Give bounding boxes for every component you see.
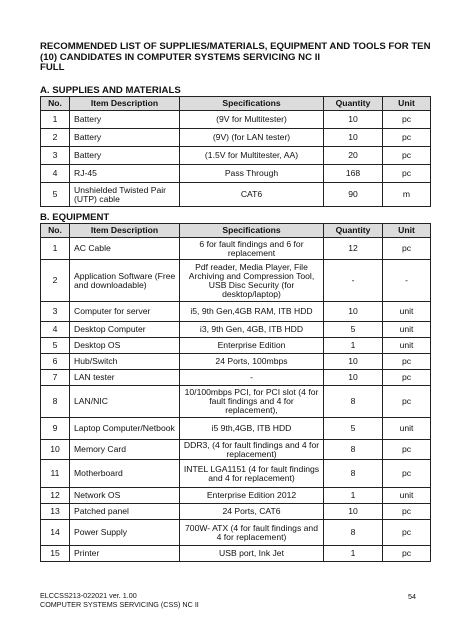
item-description: Laptop Computer/Netbook <box>70 418 180 440</box>
table-row <box>41 488 431 504</box>
item-unit: pc <box>383 165 431 183</box>
table-row <box>41 111 431 129</box>
item-number: 5 <box>41 183 70 207</box>
item-unit: pc <box>383 354 431 370</box>
item-unit: pc <box>383 520 431 546</box>
item-quantity: 10 <box>324 129 383 147</box>
item-number: 4 <box>41 322 70 338</box>
item-description: Computer for server <box>70 302 180 322</box>
table-row <box>41 129 431 147</box>
item-unit: pc <box>383 370 431 386</box>
table-row <box>41 370 431 386</box>
item-number: 1 <box>41 111 70 129</box>
item-description: Unshielded Twisted Pair (UTP) cable <box>70 183 180 207</box>
header-unit: Unit <box>383 224 431 238</box>
header-unit: Unit <box>383 97 431 111</box>
supplies-table <box>40 96 431 207</box>
item-description: Power Supply <box>70 520 180 546</box>
table-row <box>41 238 431 260</box>
item-specifications: 24 Ports, CAT6 <box>180 504 324 520</box>
item-unit: pc <box>383 546 431 562</box>
item-description: Application Software (Free and downloadable) <box>70 260 180 302</box>
item-specifications: i5 9th,4GB, ITB HDD <box>180 418 324 440</box>
item-specifications: (1.5V for Multitester, AA) <box>180 147 324 165</box>
item-specifications: i3, 9th Gen, 4GB, ITB HDD <box>180 322 324 338</box>
item-specifications: 6 for fault findings and 6 for replacement <box>180 238 324 260</box>
footer-code: ELCCSS213-022021 ver. 1.00 <box>40 591 137 600</box>
header-specifications: Specifications <box>180 97 324 111</box>
item-quantity: 10 <box>324 370 383 386</box>
item-specifications: DDR3, (4 for fault findings and 4 for replacement) <box>180 440 324 460</box>
table-row <box>41 354 431 370</box>
item-number: 6 <box>41 354 70 370</box>
table-header-row <box>41 224 431 238</box>
table-row <box>41 386 431 418</box>
item-number: 3 <box>41 147 70 165</box>
document-title: RECOMMENDED LIST OF SUPPLIES/MATERIALS, EQUIPMENT AND TOOLS FOR TEN (10) CANDIDATES IN COMPUTER SYSTEMS SERVICING NC II FULL <box>40 41 431 73</box>
item-unit: pc <box>383 386 431 418</box>
item-description: Memory Card <box>70 440 180 460</box>
item-specifications: INTEL LGA1151 (4 for fault findings and 4 for replacement) <box>180 460 324 488</box>
item-quantity: 8 <box>324 520 383 546</box>
item-description: LAN tester <box>70 370 180 386</box>
item-quantity: 20 <box>324 147 383 165</box>
footer-course: COMPUTER SYSTEMS SERVICING (CSS) NC II <box>40 600 199 609</box>
table-row <box>41 418 431 440</box>
section-a-heading: A. SUPPLIES AND MATERIALS <box>40 85 181 96</box>
item-unit: unit <box>383 488 431 504</box>
item-unit: unit <box>383 322 431 338</box>
item-specifications: Pdf reader, Media Player, File Archiving and Compression Tool, USB Disc Security (for desktop/laptop) <box>180 260 324 302</box>
header-item-description: Item Description <box>70 224 180 238</box>
item-description: Battery <box>70 129 180 147</box>
item-unit: pc <box>383 504 431 520</box>
item-unit: m <box>383 183 431 207</box>
item-unit: pc <box>383 147 431 165</box>
item-unit: unit <box>383 302 431 322</box>
item-number: 2 <box>41 260 70 302</box>
item-description: Printer <box>70 546 180 562</box>
item-number: 14 <box>41 520 70 546</box>
table-row <box>41 520 431 546</box>
header-specifications: Specifications <box>180 224 324 238</box>
item-number: 5 <box>41 338 70 354</box>
table-row <box>41 460 431 488</box>
header-item-description: Item Description <box>70 97 180 111</box>
item-number: 11 <box>41 460 70 488</box>
item-unit: pc <box>383 129 431 147</box>
item-quantity: 10 <box>324 354 383 370</box>
item-specifications: Enterprise Edition 2012 <box>180 488 324 504</box>
table-row <box>41 322 431 338</box>
item-specifications: CAT6 <box>180 183 324 207</box>
item-description: LAN/NIC <box>70 386 180 418</box>
section-b-heading: B. EQUIPMENT <box>40 212 110 223</box>
item-specifications: Enterprise Edition <box>180 338 324 354</box>
item-number: 2 <box>41 129 70 147</box>
table-row <box>41 338 431 354</box>
item-description: Desktop Computer <box>70 322 180 338</box>
item-specifications: 700W- ATX (4 for fault findings and 4 for replacement) <box>180 520 324 546</box>
item-number: 7 <box>41 370 70 386</box>
item-quantity: 10 <box>324 504 383 520</box>
item-quantity: 12 <box>324 238 383 260</box>
item-quantity: 10 <box>324 111 383 129</box>
item-unit: unit <box>383 418 431 440</box>
table-row <box>41 546 431 562</box>
item-unit: pc <box>383 111 431 129</box>
item-number: 13 <box>41 504 70 520</box>
item-description: Battery <box>70 147 180 165</box>
item-number: 8 <box>41 386 70 418</box>
item-description: Patched panel <box>70 504 180 520</box>
item-quantity: 8 <box>324 440 383 460</box>
header-no: No. <box>41 97 70 111</box>
table-row <box>41 302 431 322</box>
item-quantity: 1 <box>324 488 383 504</box>
item-description: Motherboard <box>70 460 180 488</box>
item-unit: pc <box>383 440 431 460</box>
header-no: No. <box>41 224 70 238</box>
item-quantity: 1 <box>324 338 383 354</box>
table-header-row <box>41 97 431 111</box>
item-quantity: 5 <box>324 418 383 440</box>
item-specifications: USB port, Ink Jet <box>180 546 324 562</box>
item-unit: pc <box>383 238 431 260</box>
item-specifications: (9V) (for LAN tester) <box>180 129 324 147</box>
item-number: 1 <box>41 238 70 260</box>
item-specifications: Pass Through <box>180 165 324 183</box>
item-number: 3 <box>41 302 70 322</box>
header-quantity: Quantity <box>324 224 383 238</box>
item-quantity: 8 <box>324 386 383 418</box>
table-row <box>41 260 431 302</box>
item-quantity: 90 <box>324 183 383 207</box>
item-specifications: - <box>180 370 324 386</box>
item-unit: pc <box>383 460 431 488</box>
item-unit: unit <box>383 338 431 354</box>
item-specifications: i5, 9th Gen,4GB RAM, ITB HDD <box>180 302 324 322</box>
item-number: 10 <box>41 440 70 460</box>
item-number: 9 <box>41 418 70 440</box>
item-number: 12 <box>41 488 70 504</box>
item-description: AC Cable <box>70 238 180 260</box>
item-quantity: 10 <box>324 302 383 322</box>
item-quantity: 1 <box>324 546 383 562</box>
item-description: RJ-45 <box>70 165 180 183</box>
table-row <box>41 165 431 183</box>
table-row <box>41 183 431 207</box>
item-description: Network OS <box>70 488 180 504</box>
item-description: Battery <box>70 111 180 129</box>
item-number: 15 <box>41 546 70 562</box>
item-specifications: (9V for Multitester) <box>180 111 324 129</box>
item-quantity: 168 <box>324 165 383 183</box>
item-quantity: 5 <box>324 322 383 338</box>
item-specifications: 24 Ports, 100mbps <box>180 354 324 370</box>
item-description: Desktop OS <box>70 338 180 354</box>
table-row <box>41 147 431 165</box>
item-description: Hub/Switch <box>70 354 180 370</box>
header-quantity: Quantity <box>324 97 383 111</box>
equipment-table <box>40 223 431 562</box>
page-number: 54 <box>408 592 416 601</box>
table-row <box>41 504 431 520</box>
item-unit: - <box>383 260 431 302</box>
item-quantity: 8 <box>324 460 383 488</box>
item-specifications: 10/100mbps PCI, for PCI slot (4 for fault findings and 4 for replacement), <box>180 386 324 418</box>
item-quantity: - <box>324 260 383 302</box>
item-number: 4 <box>41 165 70 183</box>
table-row <box>41 440 431 460</box>
